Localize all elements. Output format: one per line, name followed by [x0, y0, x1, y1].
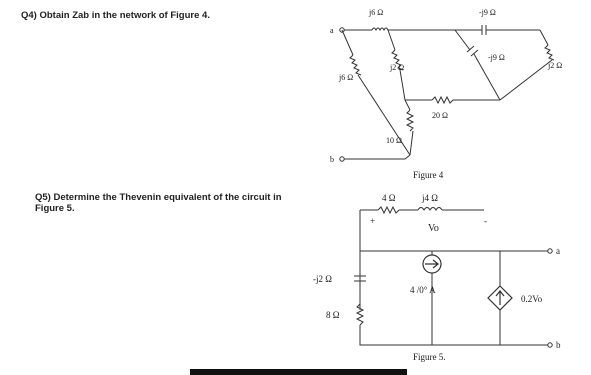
- fig4-wire: [342, 30, 353, 55]
- fig4-left-inductor: [350, 55, 361, 75]
- fig4-wire: [540, 30, 548, 45]
- fig5-label-inductor-j4: j4 Ω: [422, 193, 438, 203]
- fig4-top-inductor: [372, 28, 388, 30]
- fig4-wire: [388, 30, 395, 50]
- question-5-text: Q5) Determine the Thevenin equivalent of the circuit in Figure 5.: [35, 192, 282, 214]
- fig4-label-resistor-10: 10 Ω: [386, 136, 402, 145]
- fig4-label-resistor-20: 20 Ω: [432, 111, 448, 120]
- fig5-node-b: [548, 343, 552, 347]
- fig4-caption: Figure 4: [413, 170, 444, 180]
- fig4-wire: [344, 155, 410, 159]
- fig5-label-resistor-8: 8 Ω: [326, 310, 340, 320]
- fig5-wire: [360, 325, 510, 345]
- fig5-resistor-4: [378, 207, 399, 213]
- figure-5: [313, 193, 561, 362]
- fig5-label-resistor-4: 4 Ω: [382, 193, 396, 203]
- fig4-label-middle-inductor: j2 Ω: [390, 63, 405, 72]
- fig4-wire: [500, 60, 552, 100]
- fig4-wire: [455, 30, 470, 50]
- fig5-label-plus: +: [370, 216, 376, 226]
- fig4-label-top-capacitor: -j9 Ω: [479, 8, 496, 17]
- fig5-terminal-a: a: [556, 246, 560, 256]
- fig4-terminal-a: a: [330, 26, 334, 35]
- fig4-wire: [405, 100, 410, 110]
- fig5-inductor-j4: [418, 208, 442, 211]
- fig4-top-capacitor: [482, 25, 486, 35]
- fig5-caption: Figure 5.: [413, 352, 446, 362]
- fig4-wire: [400, 70, 405, 100]
- fig4-resistor-10: [407, 110, 413, 131]
- fig4-label-right-capacitor: -j9 Ω: [488, 53, 505, 62]
- fig5-label-vo: Vo: [428, 223, 439, 234]
- fig4-right-inductor: [545, 45, 554, 60]
- question-4-text: Q4) Obtain Zab in the network of Figure 4.: [21, 10, 210, 21]
- fig4-label-left-inductor: j6 Ω: [339, 73, 354, 82]
- figure-4: [330, 8, 562, 180]
- fig5-label-minus: -: [484, 216, 487, 226]
- fig5-label-dep-source: 0.2Vo: [521, 294, 543, 304]
- fig4-label-top-inductor: j6 Ω: [369, 8, 384, 17]
- fig5-terminal-b: b: [556, 340, 561, 350]
- fig4-wire: [358, 75, 410, 155]
- fig5-label-capacitor: -j2 Ω: [313, 274, 332, 284]
- fig4-terminal-b: b: [330, 155, 334, 164]
- fig4-node-b: [340, 157, 344, 161]
- bottom-scrollbar[interactable]: [190, 369, 407, 375]
- fig4-resistor-20: [432, 97, 453, 103]
- fig5-label-current-source: 4 /0° A: [410, 285, 436, 295]
- fig4-wire: [410, 131, 413, 155]
- fig4-label-right-inductor: j2 Ω: [548, 61, 563, 70]
- fig5-node-a: [548, 249, 552, 253]
